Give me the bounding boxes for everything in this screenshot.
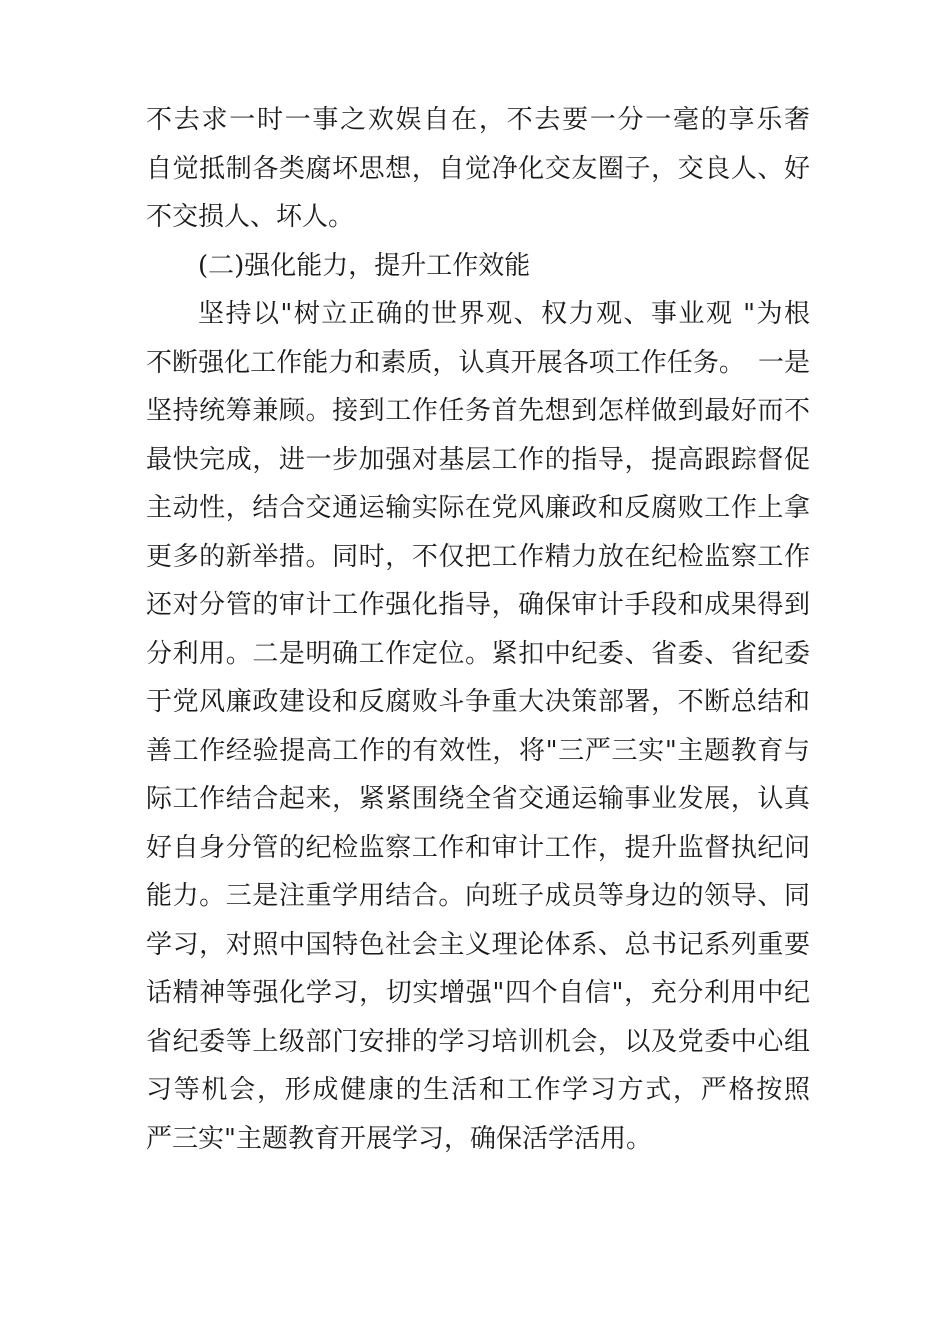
text-line: 还对分管的审计工作强化指导，确保审计手段和成果得到	[146, 590, 810, 620]
text-line: 自觉抵制各类腐坏思想，自觉净化交友圈子，交良人、好	[146, 153, 810, 184]
text-line: 省纪委等上级部门安排的学习培训机会，以及党委中心组	[146, 1026, 810, 1057]
text-line: 严三实"主题教育开展学习，确保活学活用。	[146, 1123, 652, 1154]
text-line: 最快完成，进一步加强对基层工作的指导，提高跟踪督促	[146, 444, 810, 475]
text-line: 于党风廉政建设和反腐败斗争重大决策部署，不断总结和	[146, 687, 810, 717]
text-line: 不断强化工作能力和素质，认真开展各项工作任务。 一是	[146, 347, 810, 378]
text-line: 坚持统筹兼顾。接到工作任务首先想到怎样做到最好而不	[146, 396, 810, 426]
text-line: 善工作经验提高工作的有效性，将"三严三实"主题教育与	[146, 735, 810, 766]
text-line: 际工作结合起来，紧紧围绕全省交通运输事业发展，认真	[146, 784, 810, 814]
text-line: 能力。三是注重学用结合。向班子成员等身边的领导、同	[146, 881, 810, 911]
text-line: 好自身分管的纪检监察工作和审计工作，提升监督执纪问	[146, 832, 810, 863]
body-text	[146, 96, 810, 1163]
text-line: 习等机会，形成健康的生活和工作学习方式，严格按照	[146, 1075, 810, 1105]
text-line: 学习，对照中国特色社会主义理论体系、总书记系列重要	[146, 929, 810, 960]
text-line: 更多的新举措。同时，不仅把工作精力放在纪检监察工作	[146, 541, 810, 572]
text-line: 不交损人、坏人。	[146, 202, 355, 232]
text-line: 不去求一时一事之欢娱自在，不去要一分一毫的享乐奢	[146, 105, 810, 135]
text-line: 分利用。二是明确工作定位。紧扣中纪委、省委、省纪委	[146, 638, 810, 669]
text-line: 主动性，结合交通运输实际在党风廉政和反腐败工作上拿	[146, 493, 810, 523]
text-line: 坚持以"树立正确的世界观、权力观、事业观 "为根	[198, 299, 810, 329]
text-line: 话精神等强化学习，切实增强"四个自信"，充分利用中纪	[146, 978, 810, 1008]
section-heading: (二)强化能力，提升工作效能	[198, 250, 531, 281]
